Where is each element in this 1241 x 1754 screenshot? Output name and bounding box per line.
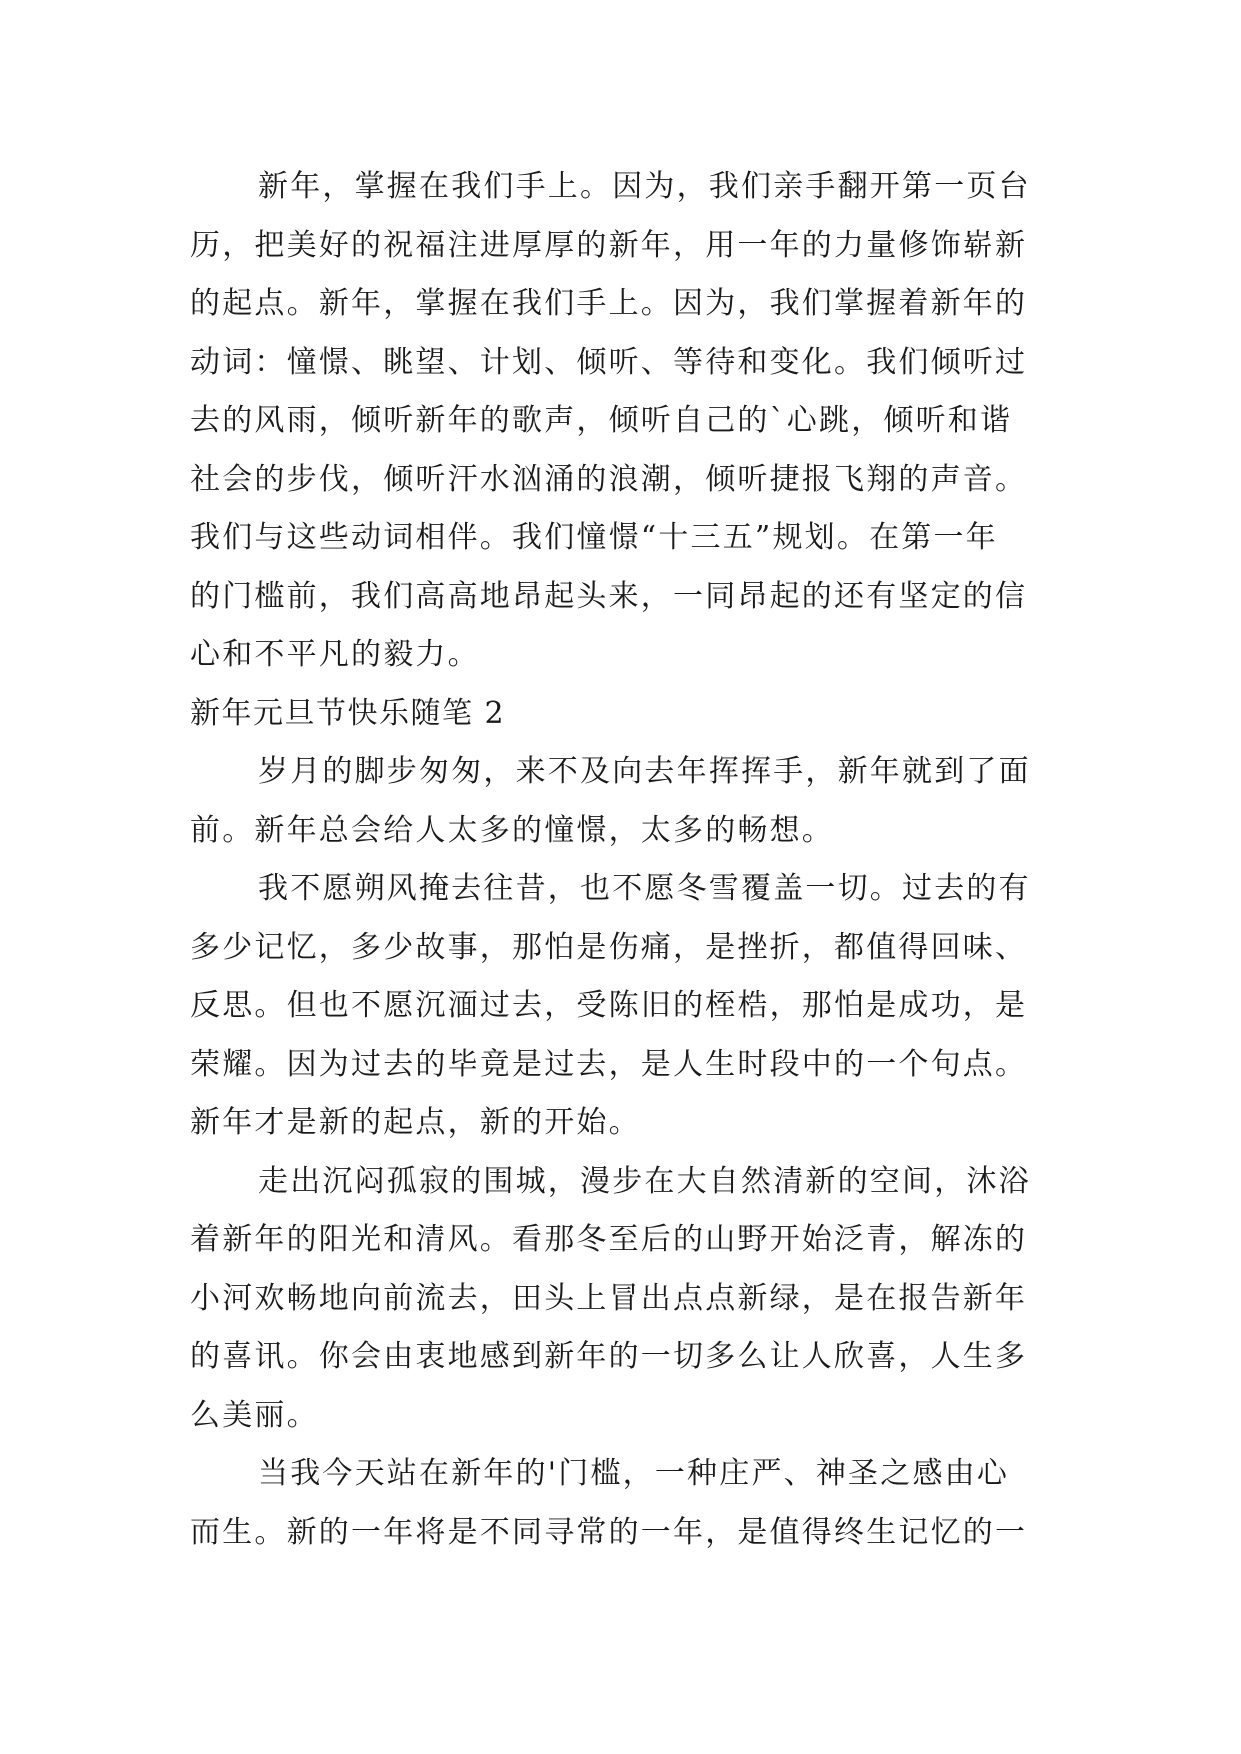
paragraph-2 [190, 743, 1070, 860]
paragraph-line: 新年才是新的起点，新的开始。 [190, 1105, 641, 1140]
paragraph-line: 走出沉闷孤寂的围城，漫步在大自然清新的空间，沐浴 [258, 1163, 1031, 1199]
paragraph-line: 社会的步伐，倾听汗水汹涌的浪潮，倾听捷报飞翔的声音。 [190, 461, 1028, 497]
paragraph-line: 的门槛前，我们高高地昂起头来，一同昂起的还有坚定的信 [190, 578, 1028, 614]
paragraph-line: 着新年的阳光和清风。看那冬至后的山野开始泛青，解冻的 [190, 1222, 1028, 1257]
paragraph-line: 么美丽。 [190, 1397, 319, 1433]
paragraph-5 [190, 1445, 1070, 1562]
paragraph-line: 多少记忆，多少故事，那怕是伤痛，是挫折，都值得回味、 [190, 929, 1028, 965]
paragraph-line: 的喜讯。你会由衷地感到新年的一切多么让人欣喜，人生多 [190, 1339, 1028, 1374]
paragraph-line: 岁月的脚步匆匆，来不及向去年挥挥手，新年就到了面 [258, 754, 1031, 789]
paragraph-line: 反思。但也不愿沉湎过去，受陈旧的桎梏，那怕是成功，是 [190, 988, 1028, 1023]
paragraph-line: 我们与这些动词相伴。我们憧憬“十三五”规划。在第一年 [190, 520, 998, 555]
paragraph-1 [190, 158, 1070, 685]
paragraph-line: 当我今天站在新年的'门槛，一种庄严、神圣之感由心 [258, 1456, 1010, 1491]
paragraph-line: 的起点。新年，掌握在我们手上。因为，我们掌握着新年的 [190, 286, 1028, 321]
paragraph-line: 我不愿朔风掩去往昔，也不愿冬雪覆盖一切。过去的有 [258, 871, 1031, 906]
section-heading: 新年元旦节快乐随笔 2 [190, 695, 506, 731]
document-page [190, 158, 1070, 1562]
paragraph-3 [190, 860, 1070, 1153]
paragraph-line: 新年，掌握在我们手上。因为，我们亲手翻开第一页台 [258, 169, 1031, 204]
paragraph-line: 荣耀。因为过去的毕竟是过去，是人生时段中的一个句点。 [190, 1046, 1028, 1082]
paragraph-line: 心和不平凡的毅力。 [190, 637, 480, 672]
paragraph-line: 去的风雨，倾听新年的歌声，倾听自己的`心跳，倾听和谐 [190, 403, 1013, 438]
paragraph-line: 动词：憧憬、眺望、计划、倾听、等待和变化。我们倾听过 [190, 344, 1028, 380]
paragraph-4 [190, 1153, 1070, 1446]
paragraph-line: 而生。新的一年将是不同寻常的一年，是值得终生记忆的一 [190, 1514, 1028, 1550]
paragraph-line: 历，把美好的祝福注进厚厚的新年，用一年的力量修饰崭新 [190, 227, 1028, 263]
paragraph-line: 前。新年总会给人太多的憧憬，太多的畅想。 [190, 812, 834, 848]
paragraph-line: 小河欢畅地向前流去，田头上冒出点点新绿，是在报告新年 [190, 1280, 1028, 1316]
